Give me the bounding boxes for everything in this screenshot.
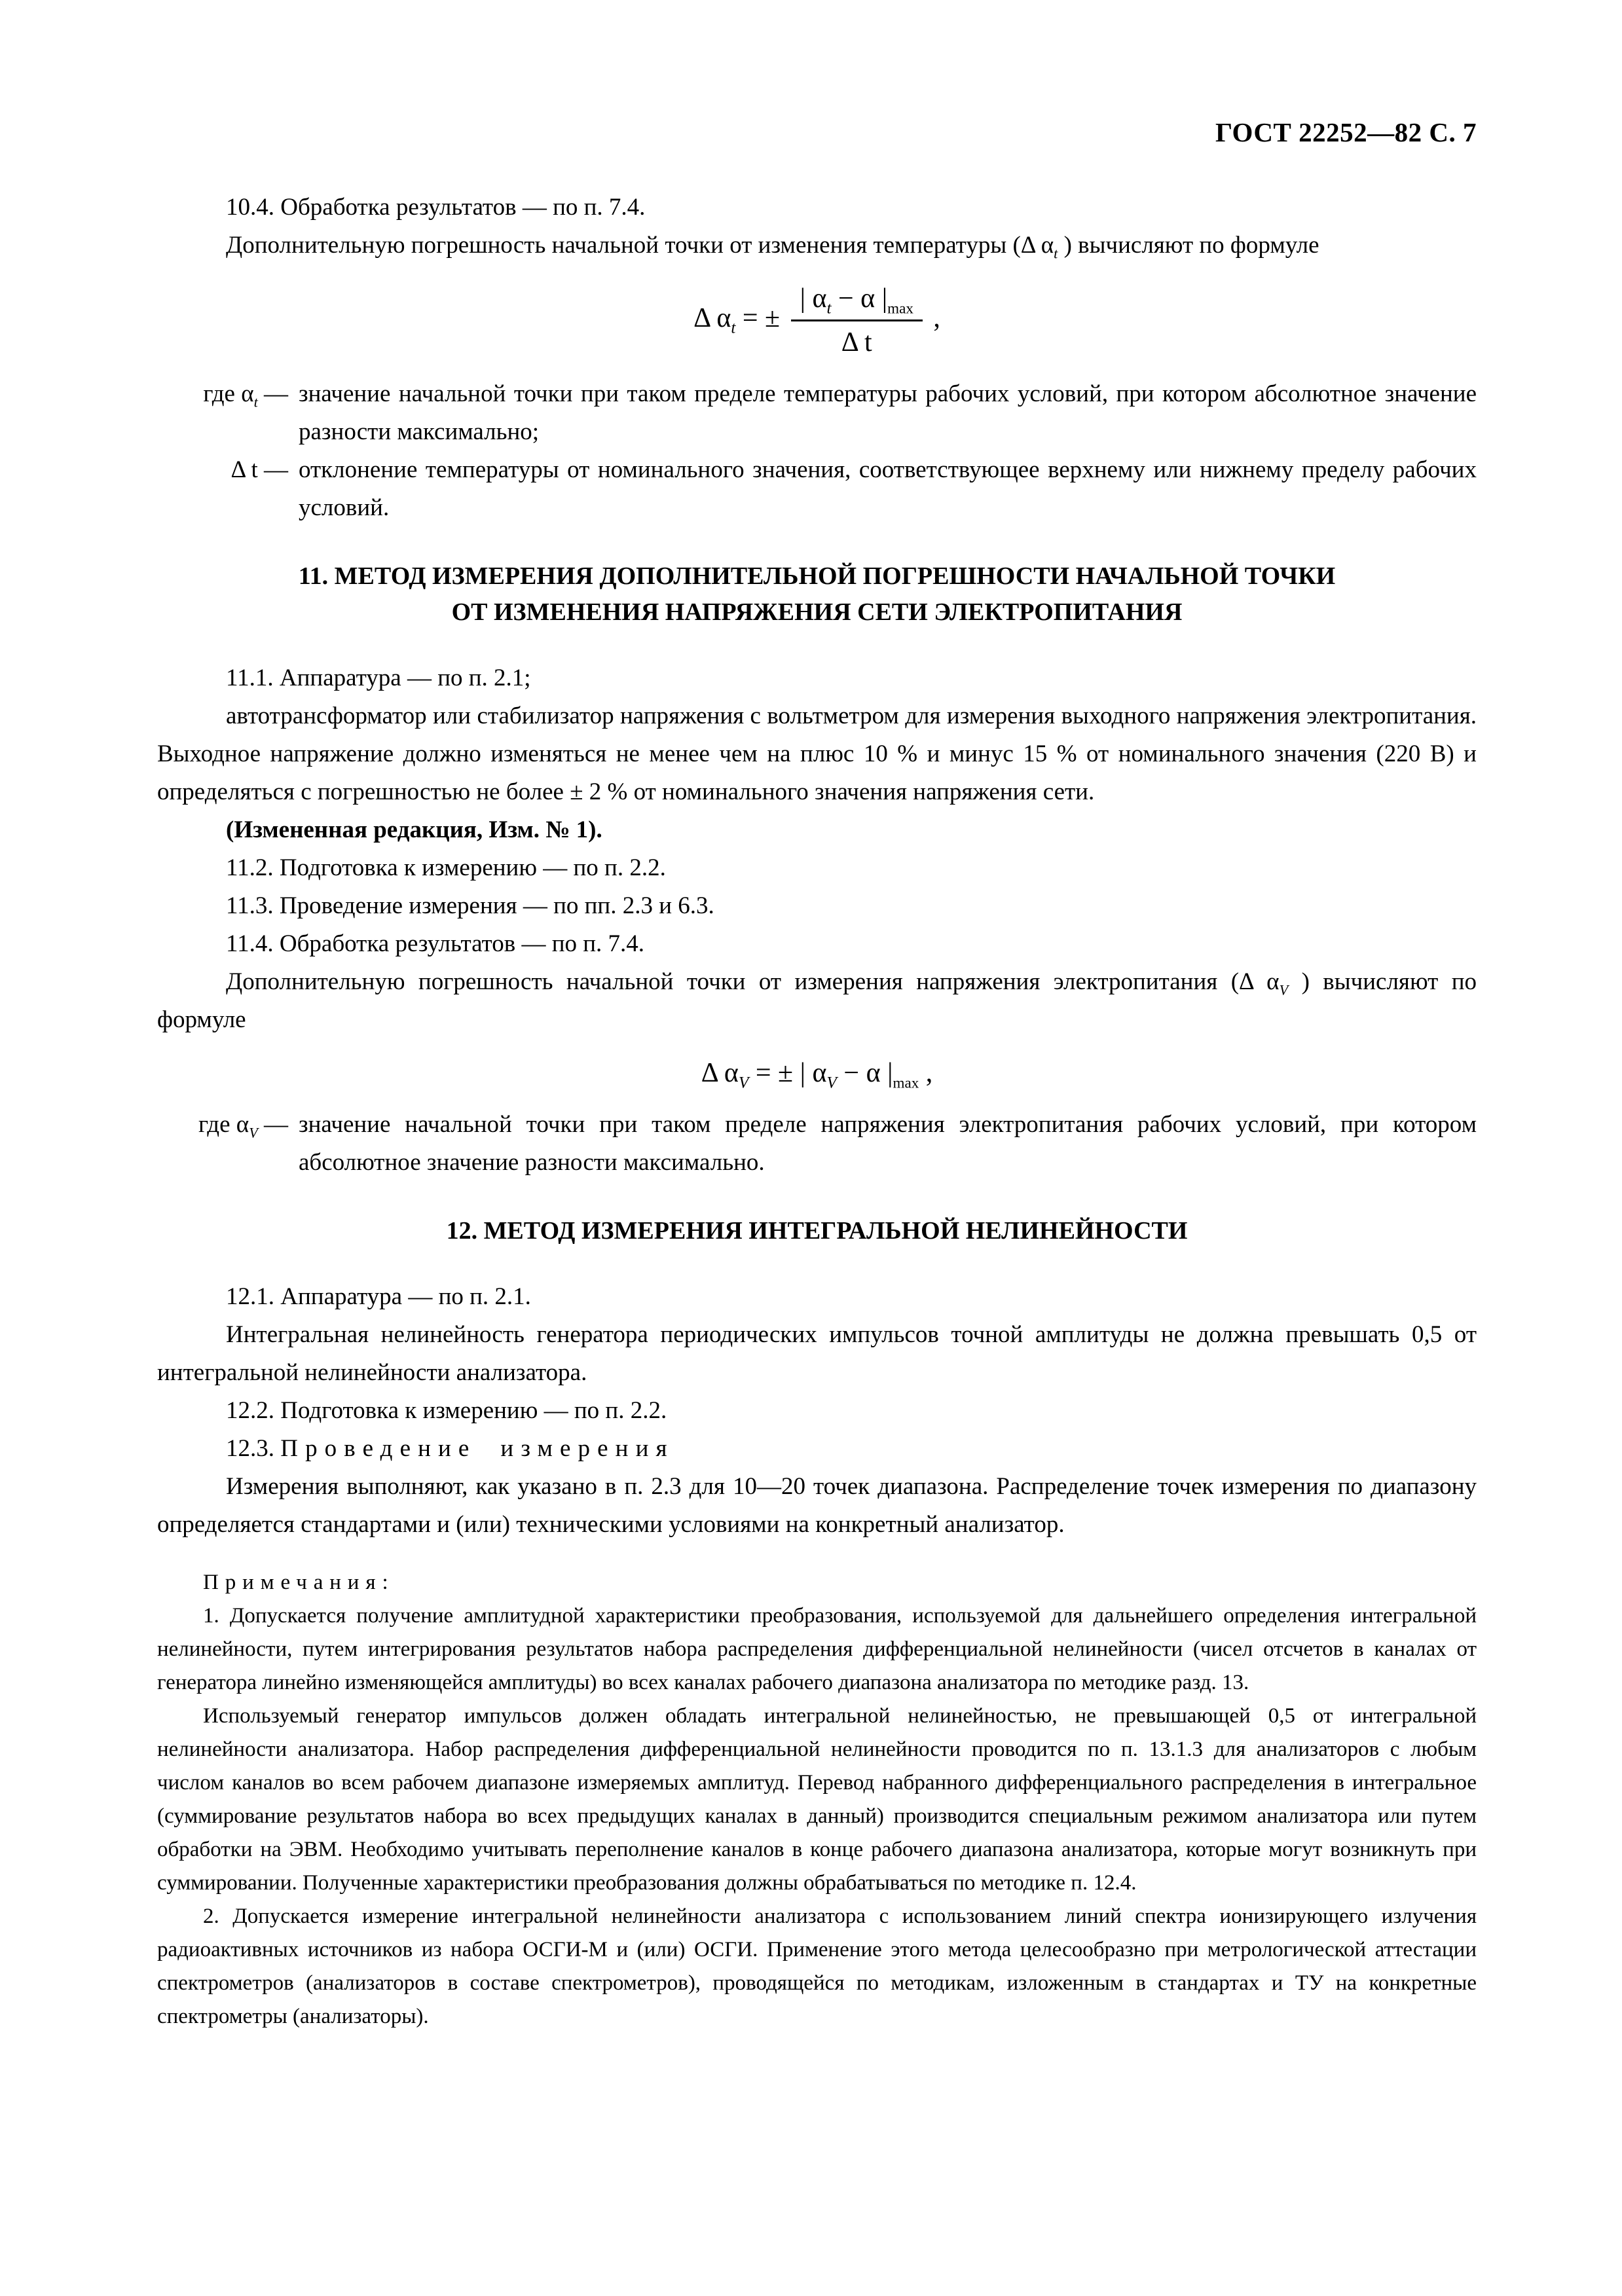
section-11-title-line1: 11. МЕТОД ИЗМЕРЕНИЯ ДОПОЛНИТЕЛЬНОЙ ПОГРЕШНОСТИ НАЧАЛЬНОЙ ТОЧКИ [298, 562, 1336, 590]
page-header: ГОСТ 22252—82 С. 7 [1215, 117, 1477, 147]
dash: — [257, 380, 288, 407]
formula-lhs: Δ α [701, 1058, 739, 1088]
text-segment: ) вычисляют по формуле [157, 968, 1477, 1033]
text-segment: − α | [831, 283, 888, 314]
section-12-heading [157, 1213, 1477, 1249]
text-segment: | α [800, 283, 827, 314]
definition-alpha-t [157, 375, 1477, 451]
definition-text: значение начальной точки при таком пределе температуры рабочих условий, при котором абсолютное значение разности максимально; [299, 380, 1477, 445]
notes-label-text: Примечания [203, 1571, 382, 1594]
subscript-v: V [249, 1124, 258, 1141]
paragraph-12-2: 12.2. Подготовка к измерению — по п. 2.2. [226, 1397, 667, 1424]
fraction-numerator [791, 283, 923, 321]
text-segment: Дополнительную погрешность начальной точки от измерения напряжения электропитания (Δ α [226, 968, 1280, 995]
paragraph-amended-edition: (Измененная редакция, Изм. № 1). [226, 816, 602, 843]
formula-expression [701, 1058, 933, 1092]
text-segment: ) вычисляют по формуле [1058, 232, 1319, 259]
text-segment: где α [203, 380, 254, 407]
text-segment: | α [800, 1058, 827, 1088]
definition-text: отклонение температуры от номинального значения, соответствующее верхнему или нижнему пределу рабочих условий. [299, 456, 1477, 521]
definition-delta-t [157, 451, 1477, 527]
section-12-title: 12. МЕТОД ИЗМЕРЕНИЯ ИНТЕГРАЛЬНОЙ НЕЛИНЕЙНОСТИ [446, 1217, 1188, 1245]
subscript-max: max [893, 1074, 919, 1091]
subscript-max: max [887, 299, 913, 317]
paragraph-10-4: 10.4. Обработка результатов — по п. 7.4. [226, 194, 646, 221]
paragraph-temperature-error [157, 227, 1477, 264]
notes-section [157, 1566, 1477, 2033]
paragraph-12-1: 12.1. Аппаратура — по п. 2.1. [226, 1283, 531, 1310]
subscript-t: t [731, 319, 736, 337]
text-segment: где α [198, 1111, 249, 1138]
subscript-t: t [826, 299, 832, 318]
formula-lhs: Δ α [693, 303, 731, 334]
definition-term [157, 451, 288, 527]
note-1-paragraph-1: 1. Допускается получение амплитудной характеристики преобразования, используемой для дальнейшего определения интегральной нелинейности, путем интегрирования результатов набора распределения дифференциальной нелинейности (чисел отсчетов в каналах от генератора линейно изменяющейся амплитуды) во всех каналах рабочего диапазона анализатора по методике разд. 13. [157, 1604, 1477, 1694]
dash: — [257, 456, 288, 483]
text-segment: − α | [836, 1058, 893, 1088]
text-segment: Дополнительную погрешность начальной точки от изменения температуры (Δ α [226, 232, 1054, 259]
formula-delta-alpha-t [157, 283, 1477, 358]
fraction [791, 283, 923, 358]
paragraph-autotransformer: автотрансформатор или стабилизатор напряжения с вольтметром для измерения выходного напряжения электропитания. Выходное напряжение должно изменяться не менее чем на плюс 10 % и минус 15 % от номинального значения (220 В) и определяться с погрешностью не более ± 2 % от номинального значения напряжения сети. [157, 702, 1477, 805]
paragraph-11-2: 11.2. Подготовка к измерению — по п. 2.2. [226, 854, 666, 881]
formula-equals-pm: = ± [748, 1058, 800, 1088]
paragraph-voltage-error [157, 963, 1477, 1039]
definition-term [157, 375, 288, 451]
formula-comma: , [926, 303, 940, 334]
subscript-v: V [826, 1074, 837, 1092]
formula-comma: , [919, 1058, 933, 1088]
notes-label-colon: : [382, 1571, 388, 1594]
paragraph-integral-nonlinearity: Интегральная нелинейность генератора периодических импульсов точной амплитуды не должна превышать 0,5 от интегральной нелинейности анализатора. [157, 1321, 1477, 1386]
section-11-heading [157, 558, 1477, 630]
paragraph-11-1: 11.1. Аппаратура — по п. 2.1; [226, 665, 531, 691]
subscript-t: t [1054, 245, 1058, 262]
formula-expression [693, 283, 940, 357]
section-11-title-line2: ОТ ИЗМЕНЕНИЯ НАПРЯЖЕНИЯ СЕТИ ЭЛЕКТРОПИТАНИЯ [451, 598, 1183, 626]
note-1-paragraph-2: Используемый генератор импульсов должен обладать интегральной нелинейностью, не превышающей 0,5 от интегральной нелинейности анализатора. Набор распределения дифференциальной нелинейности проводится по п. 13.1.3 для анализаторов с любым числом каналов во всем рабочем диапазоне измеряемых амплитуд. Перевод набранного дифференциального распределения в интегральное (суммирование результатов набора во всех предыдущих каналах в данный) производится специальным режимом анализатора или путем обработки на ЭВМ. Необходимо учитывать переполнение каналов в конце рабочего диапазона анализатора, которые могут возникнуть при суммировании. Полученные характеристики преобразования должны обрабатываться по методике п. 12.4. [157, 1704, 1477, 1895]
subscript-t: t [253, 393, 258, 410]
definition-alpha-v [157, 1106, 1477, 1182]
paragraph-11-3: 11.3. Проведение измерения — по пп. 2.3 и 6.3. [226, 892, 714, 919]
formula-delta-alpha-v [157, 1057, 1477, 1092]
subscript-v: V [1279, 981, 1289, 998]
subscript-v: V [738, 1074, 749, 1092]
paragraph-measurements: Измерения выполняют, как указано в п. 2.3 для 10—20 точек диапазона. Распределение точек измерения по диапазону определяется стандартами и (или) техническими условиями на конкретный анализатор. [157, 1473, 1477, 1538]
notes-label [157, 1566, 1477, 1599]
paragraph-12-3 [157, 1430, 1477, 1468]
text-segment: Δ t [230, 456, 258, 483]
fraction-denominator: Δ t [841, 327, 872, 357]
definition-term [157, 1106, 288, 1182]
dash: — [257, 1111, 288, 1138]
formula-equals-pm: = ± [735, 303, 787, 334]
clause-number: 12.3. [226, 1435, 281, 1462]
note-2-paragraph: 2. Допускается измерение интегральной нелинейности анализатора с использованием линий спектра ионизирующего излучения радиоактивных источников из набора ОСГИ-М и (или) ОСГИ. Применение этого метода целесообразно при метрологической аттестации спектрометров (анализаторов в составе спектрометров), проводящейся по методикам, изложенным в стандартах и ТУ на конкретные спектрометры (анализаторы). [157, 1904, 1477, 2028]
paragraph-11-4: 11.4. Обработка результатов — по п. 7.4. [226, 930, 645, 957]
definition-text: значение начальной точки при таком пределе напряжения электропитания рабочих условий, при котором абсолютное значение разности максимально. [299, 1111, 1477, 1176]
clause-title-spaced: Проведение измерения [280, 1435, 674, 1462]
